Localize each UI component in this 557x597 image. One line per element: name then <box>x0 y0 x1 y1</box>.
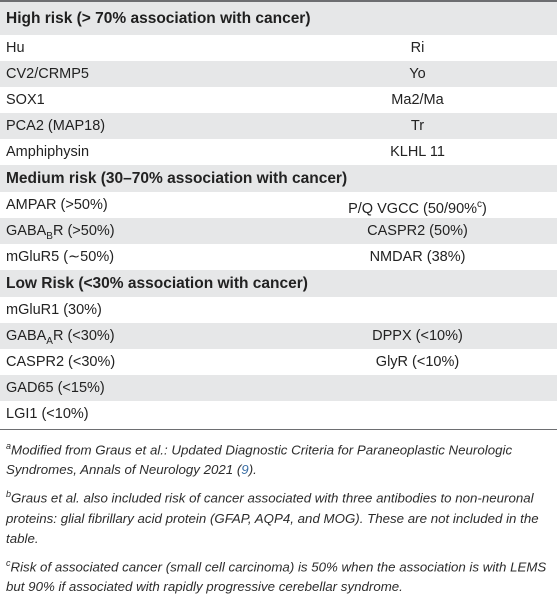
antibody-cell: SOX1 <box>6 92 45 108</box>
table-row <box>0 244 557 270</box>
section-heading-medium-risk: Medium risk (30–70% association with cancer) <box>0 165 557 192</box>
antibody-cell: PCA2 (MAP18) <box>6 118 106 134</box>
antibody-cell: KLHL 11 <box>390 144 445 160</box>
table-row <box>0 218 557 244</box>
antibody-cell: CASPR2 (<30%) <box>6 354 116 370</box>
antibody-cell: Tr <box>410 118 425 134</box>
antibody-cell: Hu <box>6 40 25 56</box>
table-row <box>0 61 557 87</box>
section-heading-low-risk: Low Risk (<30% association with cancer) <box>0 270 557 297</box>
antibody-cell: Ma2/Ma <box>391 92 444 108</box>
antibody-cell: NMDAR (38%) <box>369 249 466 265</box>
antibody-cell: mGluR5 (∼50%) <box>6 249 115 265</box>
table-row <box>0 87 557 113</box>
section-heading-high-risk: High risk (> 70% association with cancer) <box>0 2 557 35</box>
antibody-cell: mGluR1 (30%) <box>6 302 102 318</box>
antibody-cell: GlyR (<10%) <box>375 354 460 370</box>
table-row <box>0 35 557 61</box>
table-row <box>0 401 557 427</box>
footnote-marker: c <box>6 557 11 568</box>
citation-link[interactable]: 9 <box>241 462 249 478</box>
table-row <box>0 349 557 375</box>
antibody-cell: $GABA_BR$ (>50%) <box>6 223 115 242</box>
antibody-cell: GAD65 (<15%) <box>6 380 105 396</box>
footnote-marker: b <box>6 489 12 500</box>
footnote-a: $^a$Modified from Graus et al.: Updated Diagnostic Criteria for Paraneoplastic Neurologic Syndromes, Annals of Neurology 2021 (9). <box>6 441 513 478</box>
antibody-cell: DPPX (<10%) <box>372 328 463 344</box>
footnote-marker: a <box>6 441 12 451</box>
table-row <box>0 297 557 323</box>
antibody-cell: P/Q VGCC (50/90%$^c$) <box>348 199 487 217</box>
antibody-cell: $GABA_AR$ (<30%) <box>6 328 115 347</box>
table-row <box>0 192 557 218</box>
footnote-b: $^b$Graus et al. also included risk of cancer associated with three antibodies to non-neuronal proteins: glial fibrillary acid protein (GFAP, AQP4, and MOG). These are not included in the table. <box>6 489 539 546</box>
table-row <box>0 375 557 401</box>
antibody-cell: AMPAR (>50%) <box>6 197 108 213</box>
subscript: A <box>46 335 53 347</box>
antibody-cell <box>278 375 557 401</box>
table-row <box>0 323 557 349</box>
antibody-cell: CASPR2 (50%) <box>367 223 468 239</box>
antibody-cell <box>278 401 557 427</box>
table-row <box>0 113 557 139</box>
footnote-marker: c <box>477 199 483 210</box>
footnotes <box>0 430 557 597</box>
antibody-cell: Amphiphysin <box>6 144 90 160</box>
antibody-cell <box>278 297 557 323</box>
antibody-cell: LGI1 (<10%) <box>6 406 89 422</box>
subscript: B <box>46 230 53 242</box>
table-row <box>0 139 557 165</box>
antibody-cell: CV2/CRMP5 <box>6 66 89 82</box>
footnote-c: $^c$Risk of associated cancer (small cell carcinoma) is 50% when the association is with LEMS but 90% if associated with rapidly progressive cerebellar syndrome. <box>6 557 547 595</box>
antibody-cell: Yo <box>409 66 426 82</box>
antibody-cell: Ri <box>410 40 425 56</box>
